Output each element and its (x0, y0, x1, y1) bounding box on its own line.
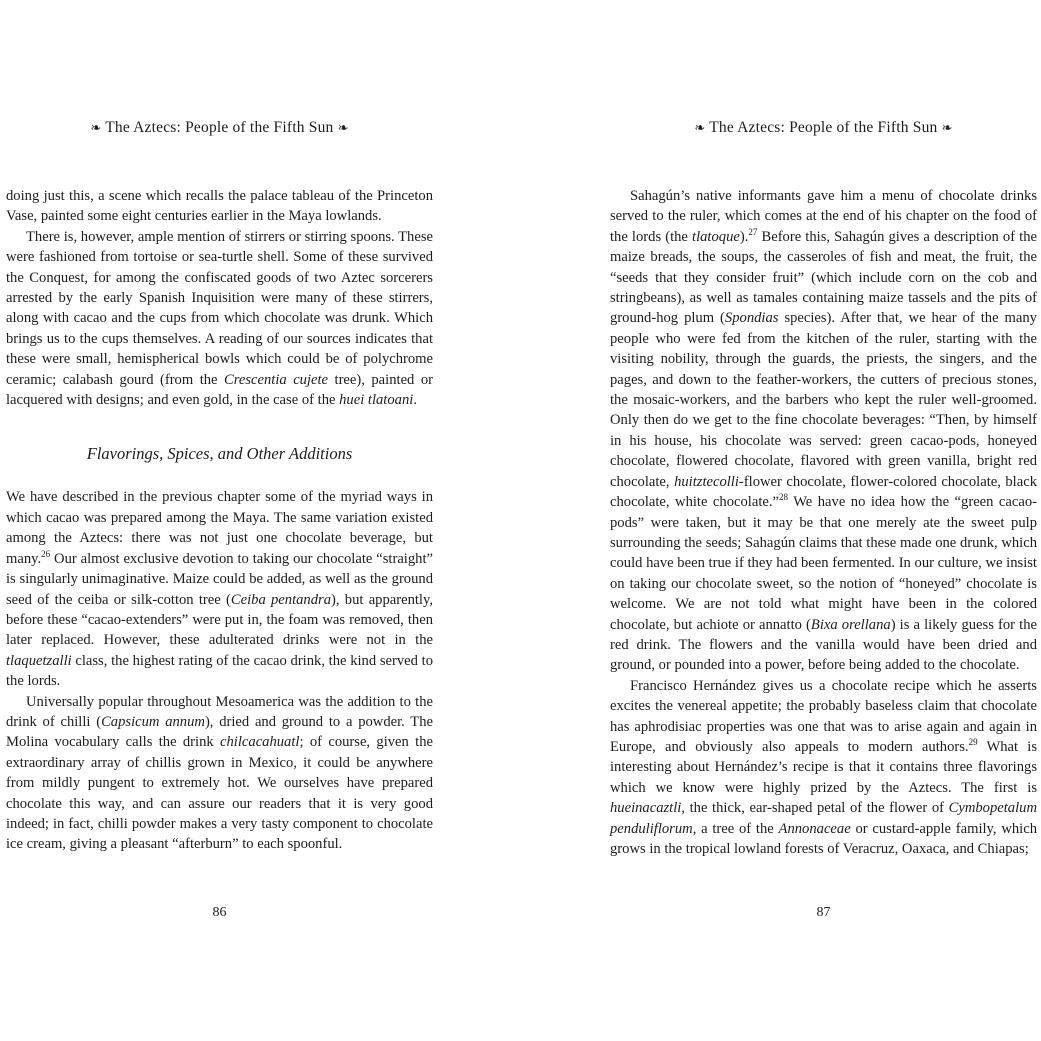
fleuron-icon: ❧ (90, 120, 102, 135)
paragraph: Francisco Hernández gives us a chocolate recipe which he asserts excites the venereal appetite; the probably baseless claim that chocolate has aphrodisiac properties was one that was to arise again and again in Europe, and obviously also appeals to modern authors.$^{29}$ What is interesting about Hernández’s recipe is that it contains three flavorings which we know were highly prized by the Aztecs. The first is hueinacaztli, the thick, ear-shaped petal of the flower of Cymbopetalum penduliflorum, a tree of the Annonaceae or custard-apple family, which grows in the tropical lowland forests of Veracruz, Oaxaca, and Chiapas; (610, 677, 1038, 857)
fleuron-icon: ❧ (337, 120, 349, 135)
paragraph: We have described in the previous chapter some of the myriad ways in which cacao was prepared among the Maya. The same variation existed among the Aztecs: there was not just one chocolate beverage, but many.$^{26}$ Our almost exclusive devotion to taking our chocolate “straight” is singularly unimaginative. Maize could be added, as well as the ground seed of the ceiba or silk-cotton tree (Ceiba pentandra), but apparently, before these “cacao-extenders” were put in, the foam was removed, then later replaced. However, these adulterated drinks were not in the tlaquetzalli class, the highest rating of the cacao drink, the kind served to the lords. (6, 489, 433, 690)
right-page (610, 0, 1037, 1041)
footnote-ref: 27 (748, 226, 758, 237)
fleuron-icon: ❧ (694, 120, 706, 135)
page-number: 86 (212, 905, 227, 920)
running-head (610, 119, 1037, 137)
footnote-ref: 29 (968, 737, 978, 748)
paragraph: doing just this, a scene which recalls the palace tableau of the Princeton Vase, painted some eight centuries earlier in the Maya lowlands. (6, 188, 433, 225)
footnote-ref: 28 (778, 492, 788, 503)
running-head-text: The Aztecs: People of the Fifth Sun (709, 119, 938, 136)
paragraph: Sahagún’s native informants gave him a menu of chocolate drinks served to the ruler, which comes at the end of his chapter on the food of the lords (the tlatoque).$^{27}$ Before this, Sahagún gives a description of the maize breads, the soups, the casseroles of fish and meat, the fruit, the “seeds that they consider fruit” (which include corn on the cob and stringbeans), as well as tamales containing maize tassels and the pits of ground-hog plum (Spondias species). After that, we hear of the many people who were fed from the kitchen of the ruler, starting with the visiting nobility, through the guards, the priests, the singers, and the pages, and down to the feather-workers, the cutters of precious stones, the mosaic-workers, and the barbers who kept the ruler well-groomed. Only then do we get to the fine chocolate beverages: “Then, by himself in his house, his chocolate was served: green cacao-pods, honeyed chocolate, flowered chocolate, flavored with green vanilla, bright red chocolate, huitztecolli-flower chocolate, flower-colored chocolate, black chocolate, white chocolate.”$^{28}$ We have no idea how the “green cacao-pods” were taken, but it may be that one merely ate the sweet pulp surrounding the seeds; Sahagún claims that these made one drunk, which could have been true if they had been fermented. In our culture, we insist on taking our chocolate sweet, so the notion of “honeyed” chocolate is welcome. We are not told what might have been in the colored chocolate, but achiote or annatto (Bixa orellana) is a likely guess for the red drink. The flowers and the vanilla would have been dried and ground, or pounded into a power, before being added to the chocolate. (610, 188, 1037, 674)
fleuron-icon: ❧ (941, 120, 953, 135)
footnote-ref: 26 (41, 548, 51, 559)
section-heading: Flavorings, Spices, and Other Additions (86, 444, 353, 464)
right-page-body (610, 186, 1037, 859)
page-number: 87 (816, 905, 831, 920)
left-page-body (6, 186, 433, 855)
left-page (6, 0, 433, 1041)
paragraph: There is, however, ample mention of stirrers or stirring spoons. These were fashioned from tortoise or sea-turtle shell. Some of these survived the Conquest, for among the confiscated goods of two Aztec sorcerers arrested by the early Spanish Inquisition were many of these stirrers, along with cacao and the cups from which chocolate was drunk. Which brings us to the cups themselves. A reading of our sources indicates that these were small, hemispherical bowls which could be of polychrome ceramic; calabash gourd (from the Crescentia cujete tree), painted or lacquered with designs; and even gold, in the case of the huei tlatoani. (6, 228, 433, 409)
paragraph: Universally popular throughout Mesoamerica was the addition to the drink of chilli (Capsicum annum), dried and ground to a powder. The Molina vocabulary calls the drink chilcacahuatl; of course, given the extraordinary array of chillis grown in Mexico, it could be anywhere from mildly pungent to extremely hot. We ourselves have prepared chocolate this way, and can assure our readers that it is very good indeed; in fact, chilli powder makes a very tasty component to chocolate ice cream, giving a pleasant “afterburn” to each spoonful. (6, 693, 433, 853)
running-head (6, 119, 433, 137)
running-head-text: The Aztecs: People of the Fifth Sun (105, 119, 334, 136)
